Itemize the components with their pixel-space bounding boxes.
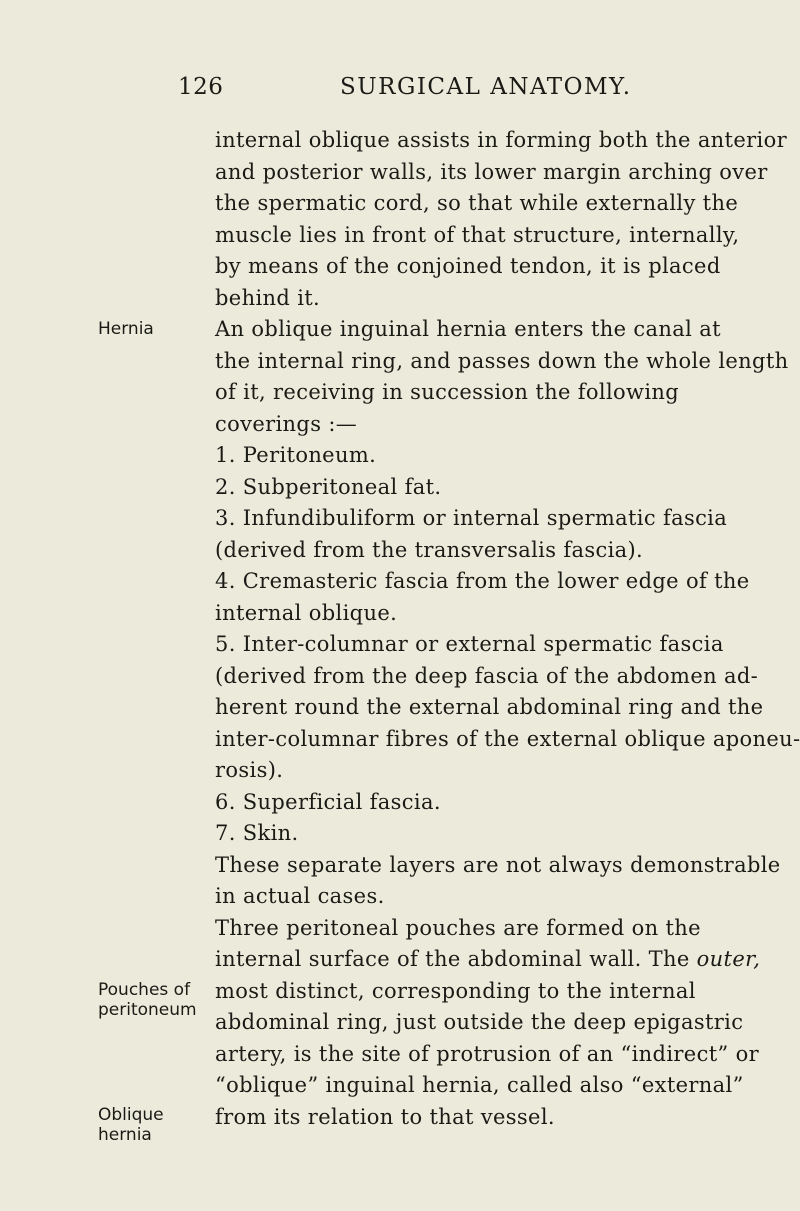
margin-note-line: Pouches of xyxy=(98,980,191,1000)
list-item: 5. Inter-columnar or external spermatic fascia xyxy=(215,632,724,656)
text-line: “oblique” inguinal hernia, called also “external” xyxy=(215,1073,744,1097)
margin-note-hernia xyxy=(98,319,198,339)
margin-note-line: Hernia xyxy=(98,319,154,339)
margin-note-line: peritoneum xyxy=(98,1000,197,1020)
paragraph-layers xyxy=(215,850,800,913)
text-line: and posterior walls, its lower margin arching over xyxy=(215,159,768,184)
list-item: 7. Skin. xyxy=(215,821,299,845)
text-line: coverings :— xyxy=(215,411,358,436)
paragraph-continuation xyxy=(215,125,800,314)
page-number: 126 xyxy=(178,74,224,100)
running-title: SURGICAL ANATOMY. xyxy=(340,74,632,100)
text-line: An oblique inguinal hernia enters the canal at xyxy=(215,317,721,341)
list-item-continuation: rosis). xyxy=(215,758,284,782)
list-item-continuation: herent round the external abdominal ring and the xyxy=(215,695,764,719)
paragraph-pouches xyxy=(215,913,800,1134)
text-line: These separate layers are not always demonstrable xyxy=(215,852,781,877)
text-line: of it, receiving in succession the following xyxy=(215,380,680,404)
text-line: in actual cases. xyxy=(215,884,385,908)
list-item: 3. Infundibuliform or internal spermatic fascia xyxy=(215,506,728,530)
margin-note-pouches-of-peritoneum xyxy=(98,980,198,1020)
page-header xyxy=(0,74,800,104)
text-line: internal oblique assists in forming both the anterior xyxy=(215,128,787,152)
text-line: the spermatic cord, so that while externally the xyxy=(215,191,739,215)
list-item: 2. Subperitoneal fat. xyxy=(215,474,442,499)
margin-note-line: hernia xyxy=(98,1125,152,1145)
list-item-continuation: (derived from the transversalis fascia). xyxy=(215,537,644,562)
margin-note-line: Oblique xyxy=(98,1105,164,1125)
text-line: most distinct, corresponding to the internal xyxy=(215,978,696,1003)
coverings-list xyxy=(215,440,800,850)
text-line: by means of the conjoined tendon, it is placed xyxy=(215,254,721,278)
body-text xyxy=(215,125,800,1133)
text-line: abdominal ring, just outside the deep epigastric xyxy=(215,1010,744,1034)
text-line xyxy=(215,944,800,976)
list-item-continuation: internal oblique. xyxy=(215,600,398,625)
text-line: from its relation to that vessel. xyxy=(215,1104,555,1129)
list-item-continuation: (derived from the deep fascia of the abdomen ad- xyxy=(215,663,759,688)
list-item: 1. Peritoneum. xyxy=(215,443,377,467)
paragraph-hernia xyxy=(215,314,800,440)
list-item: 6. Superficial fascia. xyxy=(215,789,441,814)
text-line: Three peritoneal pouches are formed on the xyxy=(215,915,701,940)
text-line: muscle lies in front of that structure, internally, xyxy=(215,222,740,247)
margin-note-oblique-hernia xyxy=(98,1105,198,1145)
text-line: artery, is the site of protrusion of an “indirect” or xyxy=(215,1041,759,1066)
italic-term: outer, xyxy=(696,947,761,971)
list-item-continuation: inter-columnar fibres of the external oblique aponeu- xyxy=(215,726,800,751)
text-line: behind it. xyxy=(215,285,321,310)
text-span: internal surface of the abdominal wall. The xyxy=(215,947,697,971)
text-line: the internal ring, and passes down the whole length xyxy=(215,348,789,373)
list-item: 4. Cremasteric fascia from the lower edge of the xyxy=(215,569,750,593)
